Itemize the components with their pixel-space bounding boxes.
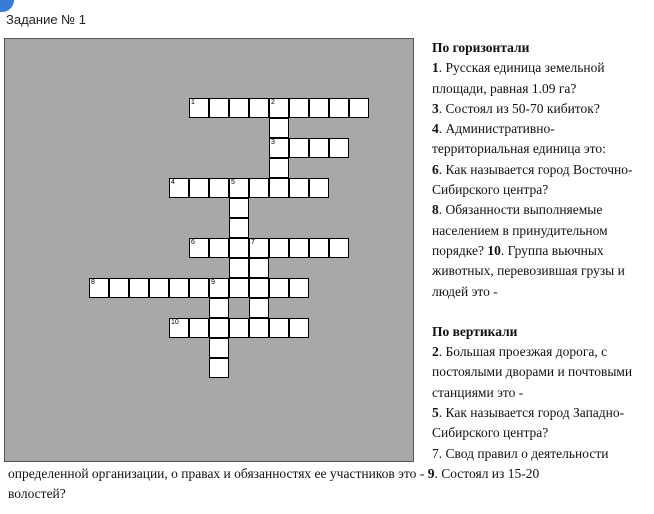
crossword-cell[interactable] (269, 138, 289, 158)
crossword-cell[interactable] (249, 318, 269, 338)
crossword-cell[interactable] (189, 178, 209, 198)
crossword-cell[interactable] (169, 178, 189, 198)
crossword-cell[interactable] (249, 258, 269, 278)
crossword-cell[interactable] (309, 178, 329, 198)
clue-v2: 2. Большая проезжая дорога, с постоялыми дворами и почтовыми станциями это - (432, 344, 633, 400)
crossword-cell[interactable] (289, 318, 309, 338)
clue-h3: 3. Состоял из 50-70 кибиток? (432, 100, 600, 116)
crossword-cell[interactable] (289, 178, 309, 198)
crossword-cell[interactable] (249, 238, 269, 258)
clue-h1: 1. Русская единица земельной площади, равная 1.09 га? (432, 60, 605, 96)
crossword-cell[interactable] (329, 238, 349, 258)
crossword-cell[interactable] (289, 238, 309, 258)
crossword-cell[interactable] (289, 278, 309, 298)
crossword-cell[interactable] (289, 138, 309, 158)
crossword-cell[interactable] (249, 98, 269, 118)
crossword-cell[interactable] (209, 338, 229, 358)
crossword-cell[interactable] (209, 178, 229, 198)
crossword-cell[interactable] (309, 238, 329, 258)
crossword-cell[interactable] (269, 158, 289, 178)
horizontal-heading: По горизонтали (432, 40, 530, 55)
crossword-cell[interactable] (209, 318, 229, 338)
crossword-cell[interactable] (209, 358, 229, 378)
cell-number: 3 (271, 139, 275, 146)
cell-number: 9 (211, 279, 215, 286)
clues-panel (432, 38, 648, 464)
crossword-cell[interactable] (349, 98, 369, 118)
crossword-cell[interactable] (249, 278, 269, 298)
clue-v7: 7. Свод правил о деятельности (432, 445, 609, 461)
crossword-cell[interactable] (229, 98, 249, 118)
crossword-cell[interactable] (129, 278, 149, 298)
vertical-heading: По вертикали (432, 323, 518, 339)
crossword-cell[interactable] (229, 218, 249, 238)
crossword-cell[interactable] (249, 178, 269, 198)
cell-number: 2 (271, 99, 275, 106)
crossword-cell[interactable] (269, 318, 289, 338)
crossword-cell[interactable] (229, 278, 249, 298)
clue-v7-continuation: определенной организации, о правах и обязанностях ее участников это - (8, 466, 425, 481)
crossword-cell[interactable] (229, 198, 249, 218)
crossword-cell[interactable] (209, 98, 229, 118)
crossword-cell[interactable] (149, 278, 169, 298)
crossword-cell[interactable] (229, 258, 249, 278)
clue-v9-number: 9 (427, 466, 435, 481)
crossword-cell[interactable] (89, 278, 109, 298)
cell-number: 6 (191, 239, 195, 246)
crossword-cell[interactable] (229, 178, 249, 198)
crossword-cell[interactable] (189, 278, 209, 298)
crossword-cell[interactable] (189, 238, 209, 258)
cell-number: 4 (171, 179, 175, 186)
crossword-cell[interactable] (169, 278, 189, 298)
clue-continuation (8, 464, 648, 505)
crossword-cell[interactable] (169, 318, 189, 338)
crossword-cell[interactable] (209, 278, 229, 298)
crossword-cell[interactable] (309, 98, 329, 118)
cell-number: 5 (231, 179, 235, 186)
cell-number: 10 (171, 319, 179, 326)
crossword-cell[interactable] (329, 138, 349, 158)
crossword-cell[interactable] (269, 178, 289, 198)
crossword-cell[interactable] (209, 298, 229, 318)
crossword-cell[interactable] (269, 278, 289, 298)
clue-v9-continuation: волостей? (8, 486, 66, 502)
crossword-cell[interactable] (189, 98, 209, 118)
clue-h4: 4. Административно-территориальная единица это: (432, 121, 606, 157)
crossword-cell[interactable] (329, 98, 349, 118)
task-title: Задание № 1 (6, 12, 86, 27)
cell-number: 8 (91, 279, 95, 286)
crossword-cell[interactable] (109, 278, 129, 298)
crossword-cell[interactable] (189, 318, 209, 338)
corner-badge (0, 0, 14, 12)
clue-h6: 6. Как называется город Восточно-Сибирского центра? (432, 161, 633, 198)
crossword-grid (4, 38, 414, 462)
crossword-cell[interactable] (269, 98, 289, 118)
crossword-cell[interactable] (229, 318, 249, 338)
crossword-cell[interactable] (229, 238, 249, 258)
clue-v9: . Состоял из 15-20 (434, 466, 540, 481)
crossword-cell[interactable] (289, 98, 309, 118)
crossword-cell[interactable] (269, 118, 289, 138)
crossword-cell[interactable] (249, 298, 269, 318)
clue-v5: 5. Как называется город Западно-Сибирского центра? (432, 405, 625, 441)
clue-h8-h10: 8. Обязанности выполняемые населением в принудительном порядке? 10. Группа вьючных животных, перевозившая грузы и людей это - (432, 202, 625, 299)
crossword-cell[interactable] (209, 238, 229, 258)
crossword-cell[interactable] (269, 238, 289, 258)
cell-number: 7 (251, 239, 255, 246)
cell-number: 1 (191, 99, 195, 106)
crossword-cell[interactable] (309, 138, 329, 158)
